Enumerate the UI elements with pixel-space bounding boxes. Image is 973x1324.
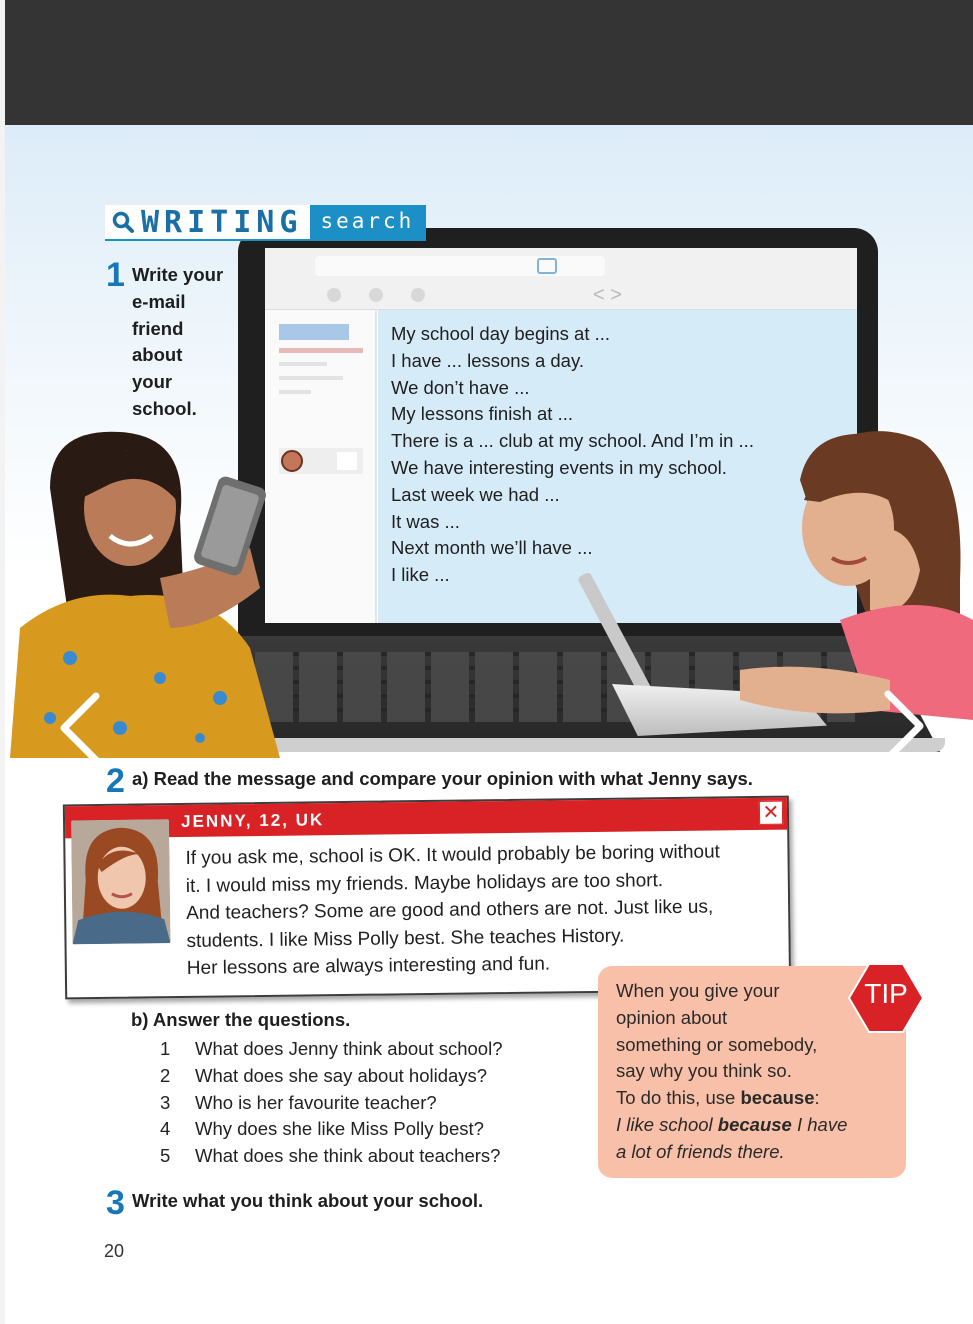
toolbar-dot-icon [327, 288, 341, 302]
question-item [160, 1036, 503, 1063]
jenny-name: JENNY, 12, UK [180, 810, 325, 831]
sidebar-line [279, 362, 327, 366]
sidebar-line [279, 390, 311, 394]
tip-text: I have [791, 1113, 848, 1135]
question-number: 2 [160, 1064, 171, 1086]
task-number: 2 [106, 762, 125, 800]
questions-list [160, 1036, 503, 1170]
question-text: Why does she like Miss Polly best? [195, 1118, 484, 1140]
contact-checkbox[interactable] [337, 452, 357, 470]
tip-text: : [814, 1087, 820, 1109]
tip-keyword: because [740, 1087, 815, 1109]
search-icon [111, 210, 135, 234]
task-number: 1 [106, 256, 125, 294]
task1-instruction: Write your e-mail friend about your school. [132, 264, 224, 419]
message-line: I have ... lessons a day. [391, 349, 584, 371]
message-line: Next month we’ll have ... [391, 537, 593, 559]
tip-example: a lot of friends there. [616, 1140, 785, 1162]
message-line: My school day begins at ... [391, 323, 611, 344]
sidebar-line [279, 348, 363, 353]
message-line: students. I like Miss Polly best. She teaches History. [186, 925, 625, 952]
message-line: Last week we had ... [391, 483, 560, 505]
message-line: There is a ... club at my school. And I’m in ... [391, 430, 754, 452]
tip-line [616, 1085, 888, 1112]
message-line: it. I would miss my friends. Maybe holidays are too short. [185, 869, 664, 897]
question-number: 4 [160, 1118, 171, 1140]
tip-line: say why you think so. [616, 1060, 792, 1082]
tip-text: I like school [616, 1113, 718, 1135]
question-item [160, 1063, 503, 1090]
tip-line: opinion about [616, 1006, 728, 1028]
top-dark-band [0, 0, 973, 125]
message-line: It was ... [391, 510, 460, 532]
tip-line: When you give your [616, 980, 780, 1001]
question-item [160, 1143, 503, 1170]
section-header [105, 205, 426, 241]
question-text: What does she think about teachers? [195, 1145, 501, 1167]
tip-label: TIP [864, 978, 908, 1009]
address-bar[interactable] [315, 256, 605, 276]
question-text: What does Jenny think about school? [195, 1038, 503, 1059]
question-item [160, 1090, 503, 1117]
question-number: 3 [160, 1091, 171, 1113]
question-number: 5 [160, 1145, 171, 1167]
browser-toolbar [265, 248, 857, 310]
address-search-icon[interactable] [537, 258, 557, 274]
close-icon[interactable]: ✕ [759, 801, 783, 825]
task2b-instruction: b) Answer the questions. [131, 1009, 351, 1030]
message-line: We don’t have ... [391, 376, 530, 398]
sidebar-line [279, 376, 343, 380]
section-title: WRITING [141, 204, 303, 240]
message-line: Her lessons are always interesting and fun. [186, 953, 551, 979]
next-page-arrow-icon[interactable] [880, 688, 928, 764]
task-number: 3 [106, 1184, 125, 1222]
tip-keyword: because [717, 1113, 792, 1135]
message-line: And teachers? Some are good and others are not. Just like us, [186, 896, 714, 924]
question-number: 1 [160, 1038, 171, 1059]
task3-instruction: Write what you think about your school. [132, 1190, 484, 1211]
message-line: I like ... [391, 564, 450, 586]
contact-entry[interactable] [279, 448, 363, 474]
previous-page-arrow-icon[interactable] [56, 690, 104, 766]
question-item [160, 1116, 503, 1143]
sidebar-block [279, 324, 349, 340]
question-text: Who is her favourite teacher? [195, 1091, 437, 1113]
browser-nav-arrows[interactable]: < > [593, 284, 622, 306]
jenny-card-header [65, 798, 787, 839]
jenny-message-text [185, 838, 787, 983]
girl-leaning-illustration [720, 420, 973, 750]
tip-line: something or somebody, [616, 1033, 818, 1055]
question-text: What does she say about holidays? [195, 1064, 488, 1086]
section-tag: search [310, 205, 426, 241]
section-title-block [105, 205, 310, 241]
message-line: We have interesting events in my school. [391, 456, 727, 478]
tip-example [616, 1112, 888, 1139]
jenny-photo [71, 819, 171, 944]
toolbar-dot-icon [369, 288, 383, 302]
tip-text: To do this, use [616, 1087, 741, 1109]
task2a-instruction: a) Read the message and compare your opinion with what Jenny says. [132, 768, 753, 789]
girl-with-phone-illustration [10, 428, 290, 758]
page-number: 20 [104, 1241, 125, 1261]
toolbar-dot-icon [411, 288, 425, 302]
message-line: If you ask me, school is OK. It would probably be boring without [185, 841, 720, 869]
message-line: My lessons finish at ... [391, 403, 573, 425]
